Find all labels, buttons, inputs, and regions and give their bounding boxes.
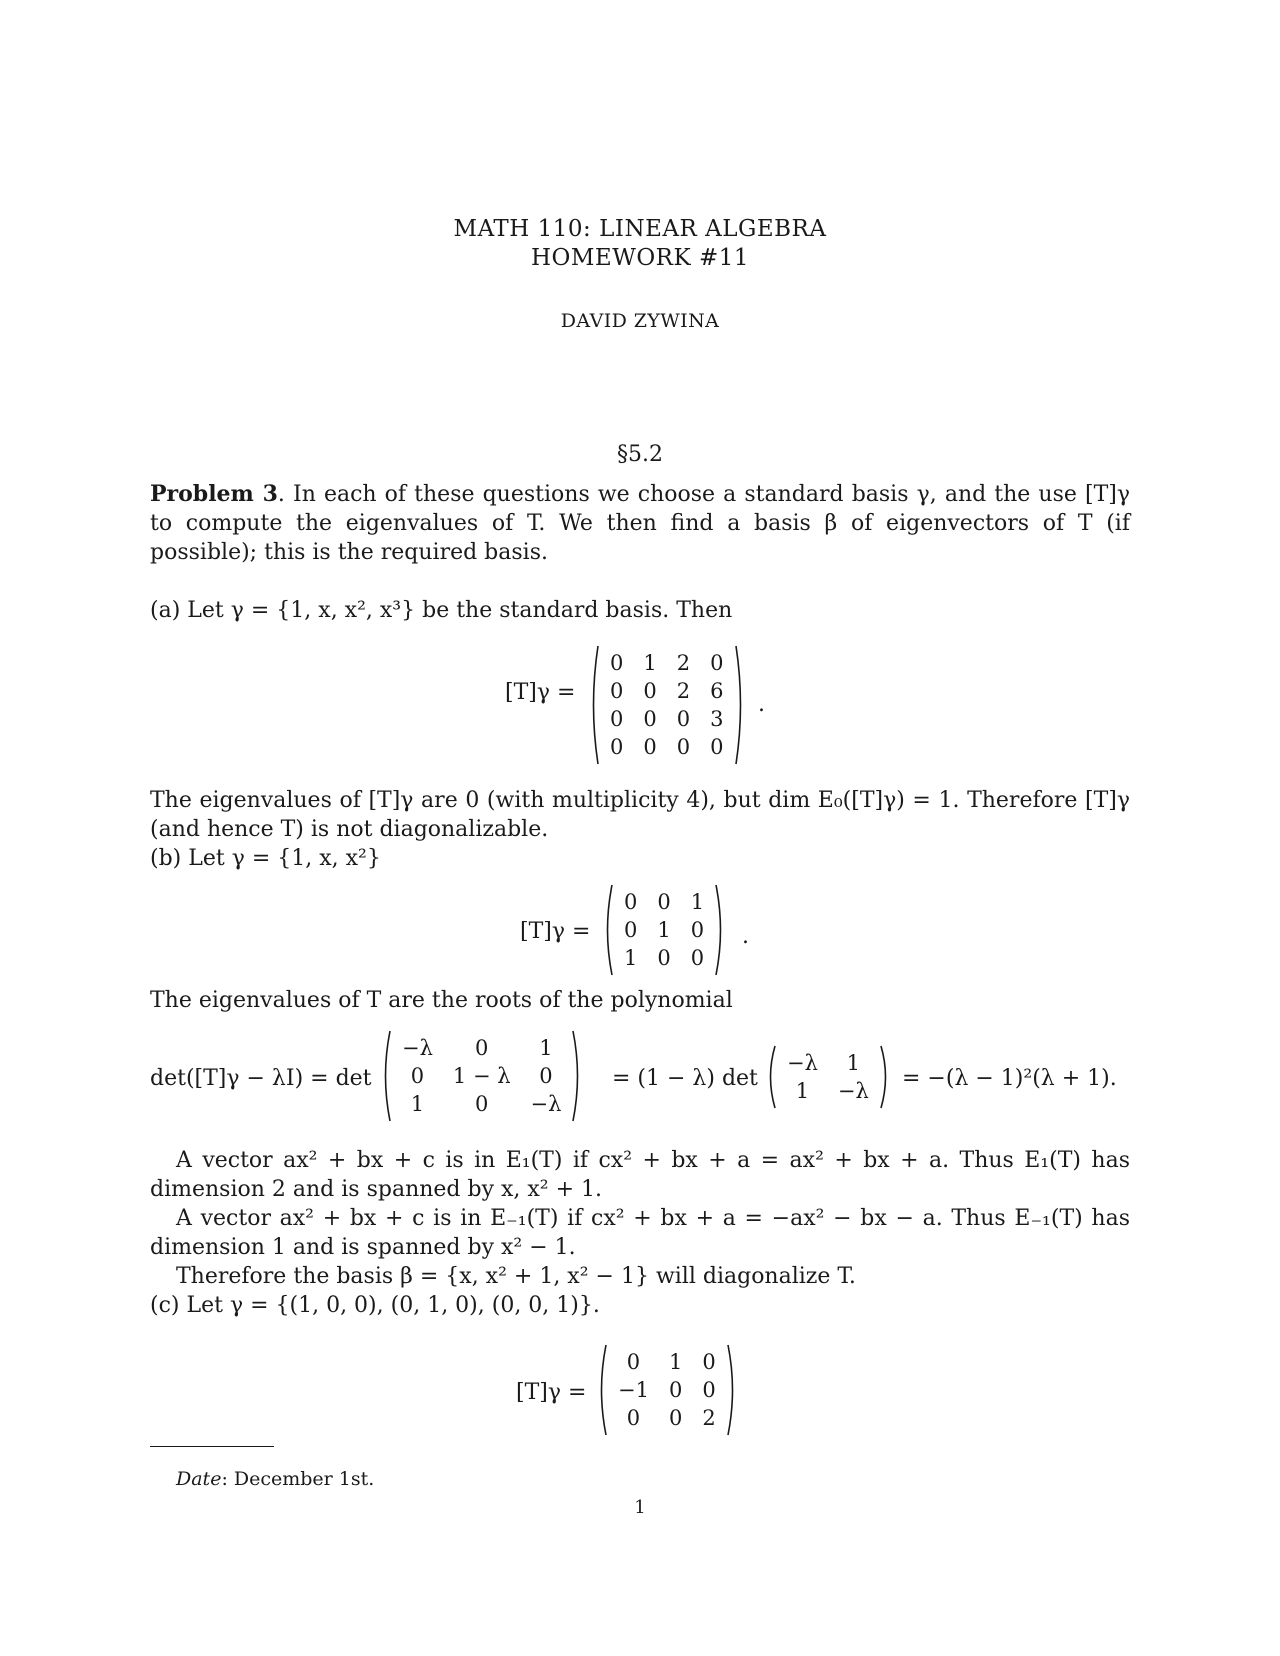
part-c-matrix — [596, 1344, 738, 1436]
det-matrix — [380, 1030, 583, 1122]
matrix-cell: 0 — [690, 918, 705, 942]
matrix-cell: 0 — [539, 1064, 553, 1088]
part-b-period: . — [742, 924, 749, 949]
matrix-cell: −λ — [787, 1051, 818, 1075]
matrix-cell: 2 — [676, 651, 691, 675]
matrix-row — [614, 888, 714, 916]
matrix-cell: 0 — [626, 1350, 641, 1374]
left-paren — [602, 884, 614, 976]
matrix-row — [392, 1034, 571, 1062]
matrix-cell: 0 — [643, 735, 657, 759]
right-paren — [714, 884, 726, 976]
footnote-text: : December 1st. — [221, 1468, 375, 1490]
section-heading: §5.2 — [617, 442, 663, 467]
part-b-poly-intro: The eigenvalues of T are the roots of the polynomial — [150, 988, 733, 1013]
part-c-intro: (c) Let γ = {(1, 0, 0), (0, 1, 0), (0, 0, 1)}. — [150, 1293, 600, 1318]
matrix-cell: 1 — [795, 1079, 810, 1103]
right-paren — [734, 645, 746, 765]
problem-text: In each of these questions we choose a standard basis γ, and the use [T]γ to compute the eigenvalues of T. We then find a basis β of eigenvectors of T (if possible); this is the required basis. — [150, 482, 1130, 565]
part-b-matrix — [602, 884, 726, 976]
matrix-cell: 0 — [657, 946, 671, 970]
matrix-row — [600, 705, 734, 733]
matrix-cell: 0 — [676, 735, 691, 759]
matrix-cell: 0 — [610, 735, 624, 759]
matrix-table — [777, 1049, 879, 1105]
right-paren — [571, 1030, 583, 1122]
footnote — [176, 1468, 374, 1490]
matrix-cell: 1 — [846, 1051, 861, 1075]
part-b-matrix-lhs: [T]γ = — [520, 919, 591, 944]
matrix-table — [600, 649, 734, 761]
matrix-cell: 0 — [676, 707, 691, 731]
right-paren — [726, 1344, 738, 1436]
det-mid: = (1 − λ) det — [612, 1066, 758, 1091]
det-lhs: det([T]γ − λI) = det — [150, 1066, 372, 1091]
problem-intro: Problem 3. In each of these questions we choose a standard basis γ, and the use [T]γ to compute the eigenvalues of T. We then find a basis β of eigenvectors of T (if possible); this is the required basis. — [150, 481, 1130, 565]
matrix-cell: 0 — [624, 918, 638, 942]
part-b-em1-text: A vector ax² + bx + c is in E₋₁(T) if cx² + bx + a = −ax² − bx − a. Thus E₋₁(T) has dimension 1 and is spanned by x² − 1. — [150, 1206, 1130, 1260]
matrix-cell: 0 — [643, 707, 657, 731]
matrix-row — [608, 1376, 726, 1404]
matrix-cell: 1 — [624, 946, 638, 970]
matrix-cell: 0 — [610, 651, 624, 675]
matrix-row — [614, 944, 714, 972]
matrix-row — [777, 1049, 879, 1077]
matrix-cell: 1 — [690, 890, 705, 914]
part-a-matrix-lhs: [T]γ = — [505, 680, 576, 705]
matrix-cell: 1 — [539, 1036, 553, 1060]
matrix-row — [608, 1348, 726, 1376]
matrix-cell: 0 — [710, 651, 724, 675]
matrix-row — [600, 649, 734, 677]
matrix-row — [777, 1077, 879, 1105]
matrix-cell: 0 — [624, 890, 638, 914]
left-paren — [380, 1030, 392, 1122]
left-paren — [765, 1045, 777, 1109]
matrix-row — [392, 1090, 571, 1118]
det-rhs: = −(λ − 1)²(λ + 1). — [902, 1066, 1117, 1091]
matrix-cell: 0 — [690, 946, 705, 970]
matrix-cell: 0 — [702, 1378, 716, 1402]
footnote-label: Date — [176, 1468, 222, 1490]
matrix-cell: −λ — [402, 1036, 433, 1060]
matrix-row — [600, 733, 734, 761]
matrix-row — [392, 1062, 571, 1090]
det-small-matrix — [765, 1045, 891, 1109]
part-a-conclusion: The eigenvalues of [T]γ are 0 (with multiplicity 4), but dim E₀([T]γ) = 1. Therefore [T]γ (and hence T) is not diagonalizable. — [150, 788, 1130, 842]
author: DAVID ZYWINA — [560, 310, 720, 332]
matrix-cell: 0 — [710, 735, 724, 759]
matrix-cell: 0 — [475, 1036, 489, 1060]
matrix-table — [608, 1348, 726, 1432]
page-number: 1 — [634, 1497, 646, 1518]
matrix-cell: 0 — [668, 1378, 683, 1402]
part-c-matrix-lhs: [T]γ = — [516, 1380, 587, 1405]
matrix-cell: 0 — [626, 1406, 641, 1430]
matrix-cell: −λ — [530, 1092, 562, 1116]
matrix-table — [614, 888, 714, 972]
matrix-cell: 2 — [676, 679, 691, 703]
matrix-table — [392, 1034, 571, 1118]
left-paren — [588, 645, 600, 765]
matrix-cell: 1 − λ — [452, 1064, 511, 1088]
matrix-cell: 1 — [410, 1092, 425, 1116]
matrix-cell: 2 — [702, 1406, 716, 1430]
matrix-row — [608, 1404, 726, 1432]
left-paren — [596, 1344, 608, 1436]
matrix-cell: 0 — [610, 707, 624, 731]
matrix-cell: 0 — [657, 890, 671, 914]
matrix-cell: 0 — [668, 1406, 683, 1430]
part-a-matrix — [588, 645, 746, 765]
part-b-intro: (b) Let γ = {1, x, x²} — [150, 846, 381, 871]
matrix-cell: 1 — [643, 651, 657, 675]
title-line-2: HOMEWORK #11 — [530, 245, 750, 271]
matrix-cell: 1 — [668, 1350, 683, 1374]
matrix-cell: 0 — [643, 679, 657, 703]
matrix-cell: 0 — [410, 1064, 425, 1088]
matrix-row — [614, 916, 714, 944]
part-a-intro: (a) Let γ = {1, x, x², x³} be the standard basis. Then — [150, 598, 733, 623]
matrix-cell: 6 — [710, 679, 724, 703]
part-b-basis-text: Therefore the basis β = {x, x² + 1, x² − 1} will diagonalize T. — [176, 1264, 856, 1289]
footnote-rule — [150, 1446, 274, 1447]
matrix-cell: 0 — [610, 679, 624, 703]
right-paren — [879, 1045, 891, 1109]
matrix-cell: −λ — [837, 1079, 869, 1103]
matrix-cell: 1 — [657, 918, 671, 942]
title-line-1: MATH 110: LINEAR ALGEBRA — [453, 216, 827, 242]
part-a-period: . — [758, 692, 765, 717]
matrix-cell: −1 — [618, 1378, 649, 1402]
matrix-cell: 3 — [710, 707, 724, 731]
matrix-row — [600, 677, 734, 705]
matrix-cell: 0 — [475, 1092, 489, 1116]
part-b-e1-text: A vector ax² + bx + c is in E₁(T) if cx² + bx + a = ax² + bx + a. Thus E₁(T) has dimension 2 and is spanned by x, x² + 1. — [150, 1148, 1130, 1202]
problem-label: Problem 3 — [150, 481, 278, 507]
matrix-cell: 0 — [702, 1350, 716, 1374]
